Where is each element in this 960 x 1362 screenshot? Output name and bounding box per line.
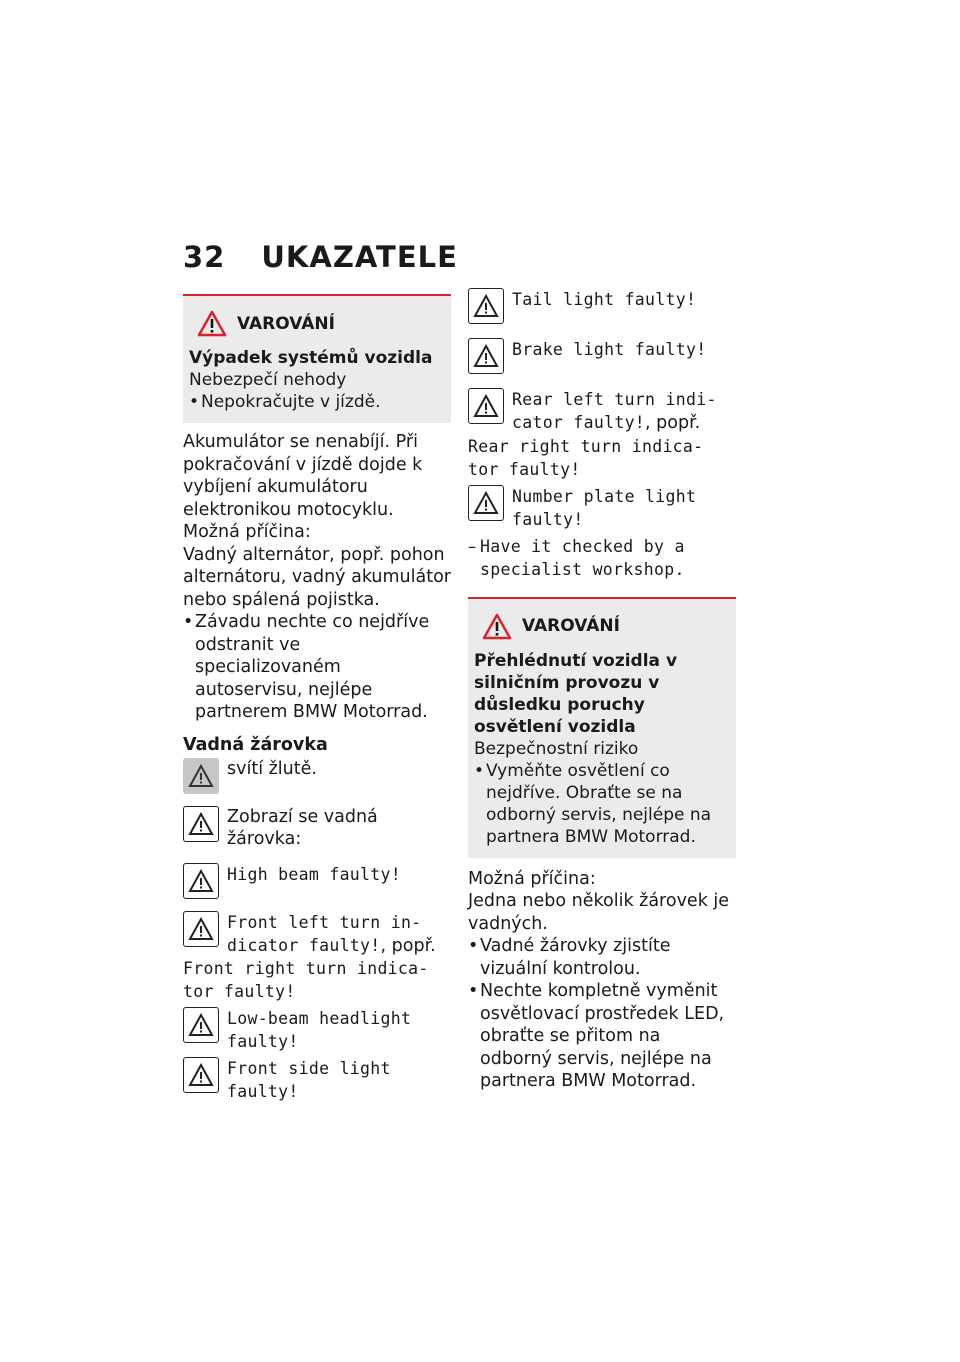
warning-hazard: Nebezpečí nehody xyxy=(189,370,347,390)
page-header xyxy=(183,240,458,274)
message-row xyxy=(468,288,736,324)
warning-triangle-icon xyxy=(183,1057,219,1093)
message-low-beam-line2: faulty! xyxy=(227,1032,299,1051)
warning-triangle-icon xyxy=(468,388,504,424)
message-rear-right-line2: tor faulty! xyxy=(468,459,581,479)
display-row xyxy=(183,806,451,851)
lamp-text: svítí žlutě. xyxy=(227,758,317,779)
message-side-light-line1: Front side light xyxy=(227,1059,391,1078)
warning-triangle-icon xyxy=(183,1007,219,1043)
right-column xyxy=(468,288,736,1093)
warning-triangle-icon xyxy=(468,288,504,324)
warning-label: VAROVÁNÍ xyxy=(522,616,620,636)
warning-heading: Výpadek systémů vozidla xyxy=(189,348,433,368)
message-brake-light: Brake light faulty! xyxy=(512,340,707,359)
warning-triangle-icon xyxy=(482,613,512,640)
warning-bullet: • Vyměňte osvětlení co nejdříve. Obraťte se na odborný servis, nejlépe na partnera BMW Motorrad. xyxy=(474,760,730,848)
warning-label: VAROVÁNÍ xyxy=(237,313,335,334)
message-row xyxy=(468,338,736,374)
list-item: • Závadu nechte co nejdříve odstranit ve specializovaném autoservisu, nejlépe partnerem BMW Motorrad. xyxy=(183,611,451,724)
general-warning-lamp-icon xyxy=(183,758,219,794)
action-line1: – Have it checked by a xyxy=(468,535,736,558)
message-side-light-line2: faulty! xyxy=(227,1082,299,1101)
message-front-right-line1: Front right turn indica- xyxy=(183,959,429,978)
message-suffix: , popř. xyxy=(380,935,436,956)
warning-triangle-icon xyxy=(468,485,504,521)
message-suffix: , popř. xyxy=(645,413,701,433)
page-title: UKAZATELE xyxy=(261,240,458,274)
left-column xyxy=(183,294,451,1103)
warning-triangle-icon xyxy=(183,863,219,899)
message-row xyxy=(183,863,451,899)
warning-box xyxy=(468,597,736,858)
section-title: Vadná žárovka xyxy=(183,734,328,755)
message-front-right-line2: tor faulty! xyxy=(183,982,296,1001)
warning-bullet: • Nepokračujte v jízdě. xyxy=(189,391,445,413)
message-row xyxy=(468,485,736,531)
message-row xyxy=(183,1007,451,1053)
message-high-beam: High beam faulty! xyxy=(227,864,401,884)
list-item: • Vadné žárovky zjistíte vizuální kontrolou. xyxy=(468,935,736,980)
warning-hazard: Bezpečnostní riziko xyxy=(474,738,639,759)
paragraph: Akumulátor se nenabíjí. Při pokračování v jízdě dojde k vybíjení akumulátoru elektronikou motocyklu. xyxy=(183,432,423,520)
warning-triangle-icon xyxy=(197,310,227,337)
warning-box xyxy=(183,294,451,423)
message-row xyxy=(183,911,451,958)
warning-title xyxy=(189,310,445,337)
message-low-beam-line1: Low-beam headlight xyxy=(227,1009,412,1028)
message-row xyxy=(468,388,736,435)
message-plate-light-line1: Number plate light xyxy=(512,486,697,506)
warning-triangle-icon xyxy=(183,806,219,842)
action-line2: specialist workshop. xyxy=(480,559,685,579)
message-plate-light-line2: faulty! xyxy=(512,509,584,529)
cause-text: Jedna nebo několik žárovek je vadných. xyxy=(468,891,730,934)
cause-label: Možná příčina: xyxy=(468,868,596,889)
page-number: 32 xyxy=(183,240,226,274)
cause-text: Vadný alternátor, popř. pohon alternátoru, vadný akumulátor nebo spálená pojistka. xyxy=(183,544,451,610)
warning-triangle-icon xyxy=(468,338,504,374)
list-item: • Nechte kompletně vyměnit osvětlovací prostředek LED, obraťte se přitom na odborný servis, nejlépe na partnera BMW Motorrad. xyxy=(468,980,736,1093)
message-row xyxy=(183,1057,451,1103)
cause-label: Možná příčina: xyxy=(183,522,311,542)
message-rear-left-line2: cator faulty! xyxy=(512,413,646,432)
display-text: Zobrazí se vadná žárovka: xyxy=(227,806,378,849)
message-tail-light: Tail light faulty! xyxy=(512,290,697,309)
warning-title xyxy=(474,613,730,640)
warning-triangle-icon xyxy=(183,911,219,947)
message-front-left-line2: dicator faulty! xyxy=(227,935,381,955)
message-front-left-line1: Front left turn in- xyxy=(227,912,422,932)
message-rear-right-line1: Rear right turn indica- xyxy=(468,436,704,456)
lamp-row xyxy=(183,758,451,794)
warning-heading: Přehlédnutí vozidla v silničním provozu v důsledku poruchy osvětlení vozidla xyxy=(474,650,678,737)
message-rear-left-line1: Rear left turn indi- xyxy=(512,390,717,409)
